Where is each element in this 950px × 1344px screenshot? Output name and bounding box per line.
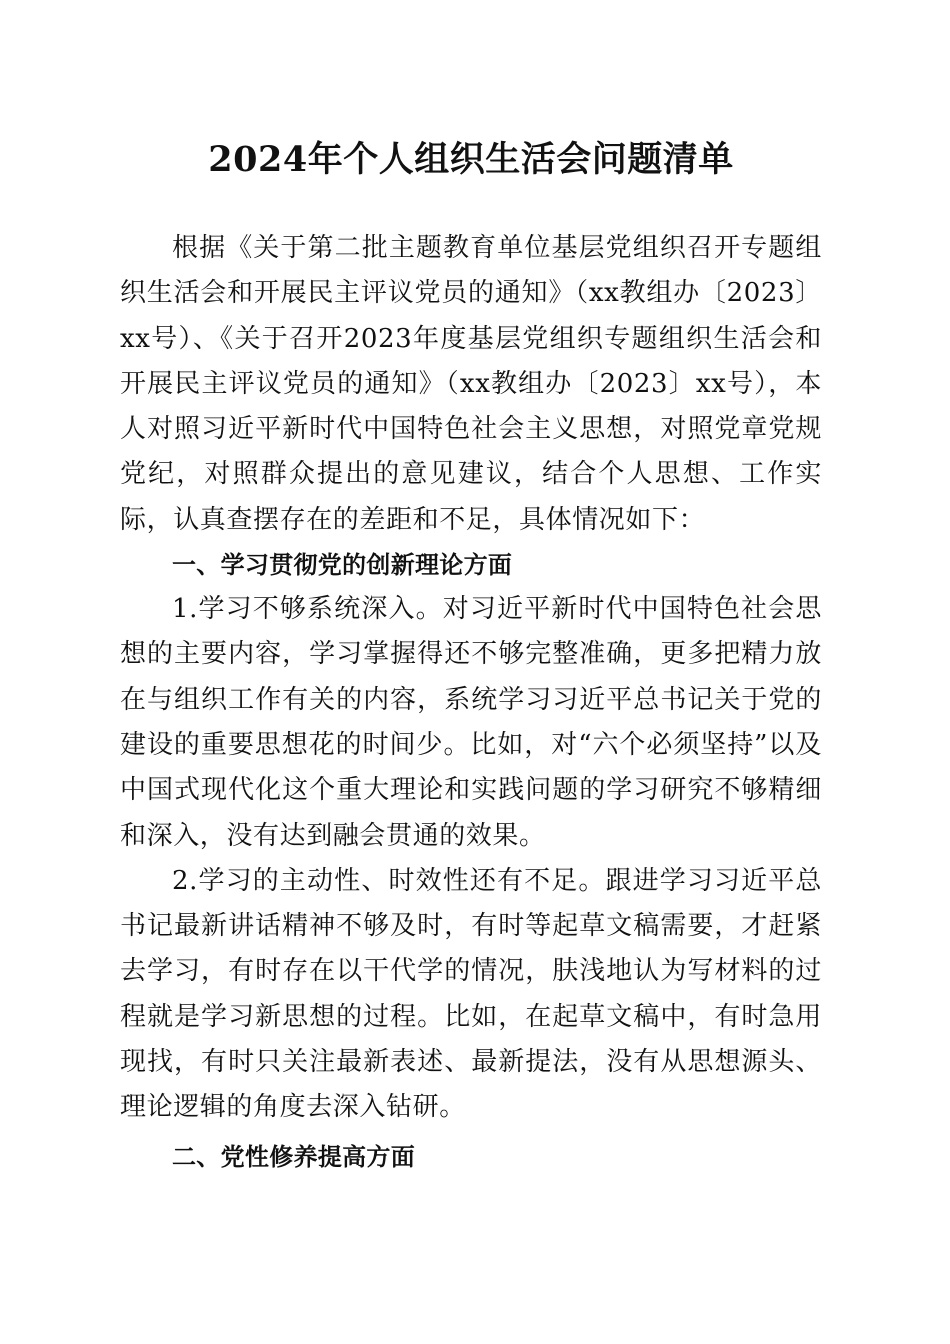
document-title: 2024年个人组织生活会问题清单 bbox=[208, 139, 734, 180]
section-heading: 二、党性修养提高方面 bbox=[172, 1142, 415, 1171]
document-body bbox=[120, 226, 822, 1179]
section-heading: 一、学习贯彻党的创新理论方面 bbox=[172, 551, 513, 580]
section-party-spirit bbox=[120, 1135, 822, 1179]
section-study-theory bbox=[120, 543, 822, 1131]
section-paragraph: 1.学习不够系统深入。对习近平新时代中国特色社会思想的主要内容，学习掌握得还不够完整准确，更多把精力放在与组织工作有关的内容，系统学习习近平总书记关于党的建设的重要思想花的时间少。比如，对“六个必须坚持”以及中国式现代化这个重大理论和实践问题的学习研究不够精细和深入，没有达到融会贯通的效果。 bbox=[120, 594, 822, 851]
intro-paragraph: 根据《关于第二批主题教育单位基层党组织召开专题组织生活会和开展民主评议党员的通知》（xx教组办〔2023〕xx号）、《关于召开2023年度基层党组织专题组织生活会和开展民主评议党员的通知》（xx教组办〔2023〕xx号），本人对照习近平新时代中国特色社会主义思想，对照党章党规党纪，对照群众提出的意见建议，结合个人思想、工作实际，认真查摆存在的差距和不足，具体情况如下： bbox=[120, 233, 822, 535]
section-paragraph: 2.学习的主动性、时效性还有不足。跟进学习习近平总书记最新讲话精神不够及时，有时等起草文稿需要，才赶紧去学习，有时存在以干代学的情况，肤浅地认为写材料的过程就是学习新思想的过程。比如，在起草文稿中，有时急用现找，有时只关注最新表述、最新提法，没有从思想源头、理论逻辑的角度去深入钻研。 bbox=[120, 865, 822, 1123]
